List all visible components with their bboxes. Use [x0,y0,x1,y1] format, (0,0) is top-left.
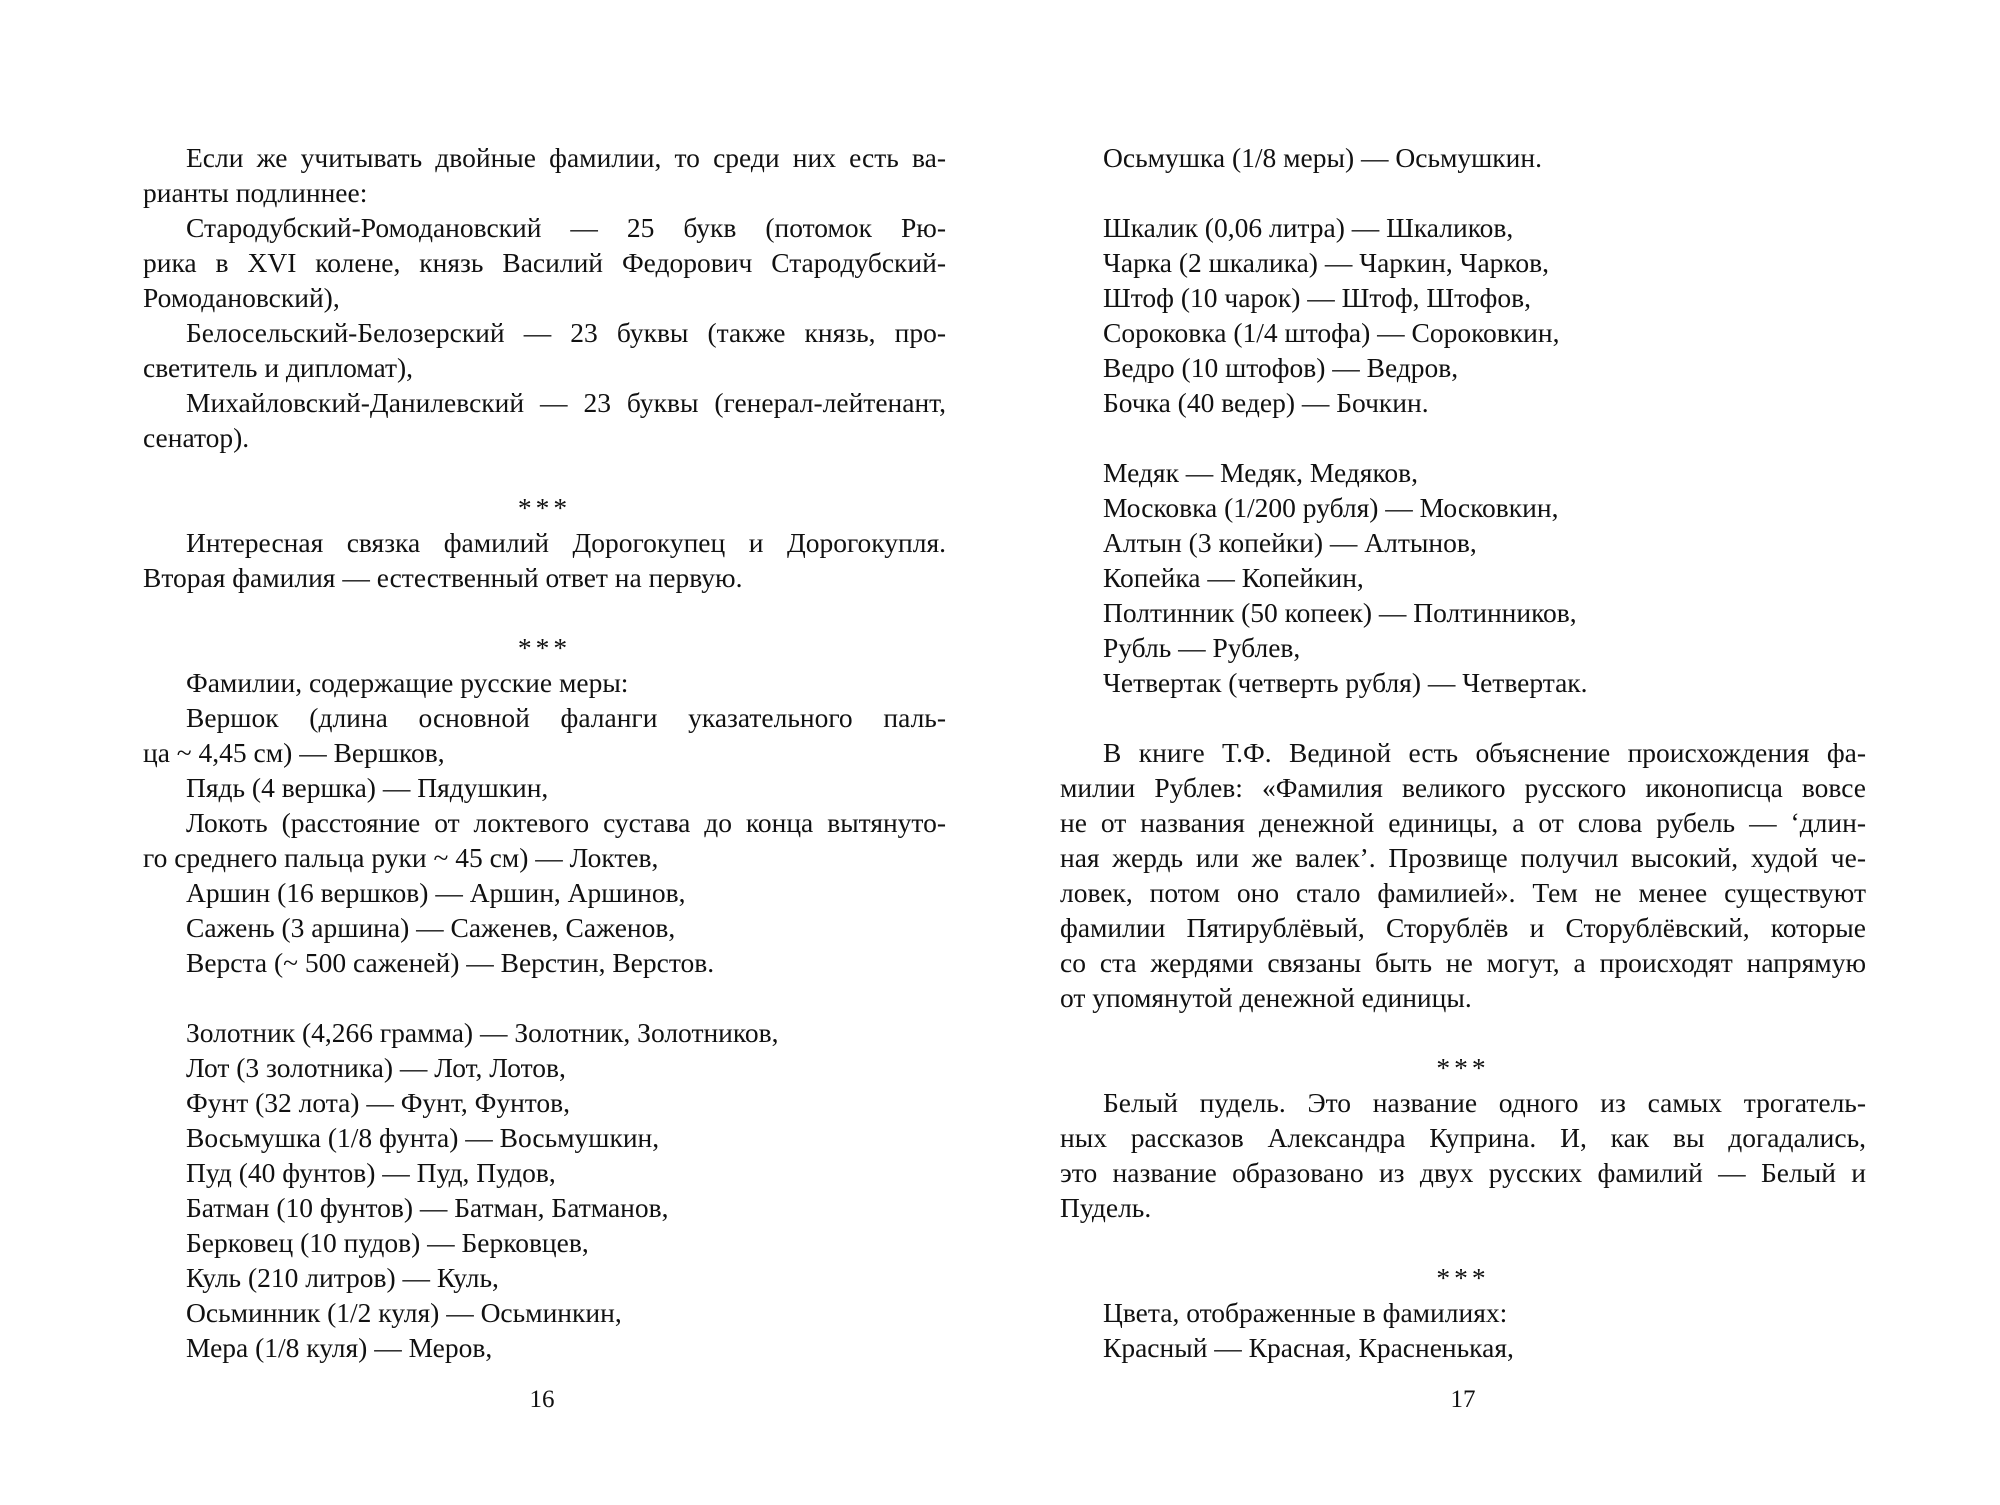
paragraph-line: Алтын (3 копейки) — Алтынов, [1103,527,1477,558]
paragraph-line: го среднего пальца руки ~ 45 см) — Локтев, [143,842,659,873]
paragraph-line: Рубль — Рублев, [1103,632,1301,663]
paragraph-line: Ведро (10 штофов) — Ведров, [1103,352,1459,383]
blank-line [1060,175,1866,210]
paragraph-line: это название образовано из двух русских фамилий — Белый и [1060,1157,1866,1188]
paragraph-line: Пудель. [1060,1192,1152,1223]
paragraph-line: Четвертак (четверть рубля) — Четвертак. [1103,667,1588,698]
blank-line [1060,1225,1866,1260]
paragraph-line: Красный — Красная, Красненькая, [1103,1332,1514,1363]
paragraph-line: не от названия денежной единицы, а от слова рубель — ‘длин- [1060,807,1866,838]
section-separator: *** [1436,1262,1490,1293]
section-separator: *** [1436,1052,1490,1083]
paragraph-line: Интересная связка фамилий Дорогокупец и Дорогокупля. [186,527,946,558]
paragraph-line: ловек, потом оно стало фамилией». Тем не менее существуют [1060,877,1866,908]
paragraph-line: рианты подлиннее: [143,177,368,208]
page-number: 17 [1450,1386,1476,1413]
paragraph-line: со ста жердями связаны быть не могут, а происходят напрямую [1060,947,1866,978]
paragraph-line: Фамилии, содержащие русские меры: [186,667,629,698]
paragraph-line: Чарка (2 шкалика) — Чаркин, Чарков, [1103,247,1549,278]
paragraph-line: Цвета, отображенные в фамилиях: [1103,1297,1508,1328]
paragraph-line: ных рассказов Александра Куприна. И, как вы догадались, [1060,1122,1866,1153]
paragraph-line: фамилии Пятирублёвый, Сторублёв и Сторублёвский, которые [1060,912,1866,943]
paragraph-line: В книге Т.Ф. Вединой есть объяснение происхождения фа- [1103,737,1866,768]
paragraph-line: Мера (1/8 куля) — Меров, [186,1332,493,1363]
blank-line [143,980,946,1015]
blank-line [143,455,946,490]
paragraph-line: Батман (10 фунтов) — Батман, Батманов, [186,1192,669,1223]
paragraph-line: Куль (210 литров) — Куль, [186,1262,499,1293]
paragraph-line: Золотник (4,266 грамма) — Золотник, Золотников, [186,1017,779,1048]
paragraph-line: Стародубский-Ромодановский — 25 букв (потомок Рю- [186,212,946,243]
paragraph-line: от упомянутой денежной единицы. [1060,982,1472,1013]
paragraph-line: милии Рублев: «Фамилия великого русского иконописца вовсе [1060,772,1866,803]
paragraph-line: ная жердь или же валек’. Прозвище получил высокий, худой че- [1060,842,1866,873]
left-page-text [143,140,946,1365]
right-page-text [1060,140,1866,1365]
paragraph-line: Пуд (40 фунтов) — Пуд, Пудов, [186,1157,556,1188]
paragraph-line: Московка (1/200 рубля) — Московкин, [1103,492,1559,523]
paragraph-line: Аршин (16 вершков) — Аршин, Аршинов, [186,877,686,908]
paragraph-line: Локоть (расстояние от локтевого сустава до конца вытянуто- [186,807,946,838]
paragraph-line: Осьминник (1/2 куля) — Осьминкин, [186,1297,622,1328]
paragraph-line: Бочка (40 ведер) — Бочкин. [1103,387,1429,418]
paragraph-line: Пядь (4 вершка) — Пядушкин, [186,772,549,803]
paragraph-line: Полтинник (50 копеек) — Полтинников, [1103,597,1577,628]
paragraph-line: Лот (3 золотника) — Лот, Лотов, [186,1052,566,1083]
paragraph-line: Михайловский-Данилевский — 23 буквы (генерал-лейтенант, [186,387,946,418]
paragraph-line: Верста (~ 500 саженей) — Верстин, Верстов. [186,947,715,978]
paragraph-line: ца ~ 4,45 см) — Вершков, [143,737,445,768]
paragraph-line: Берковец (10 пудов) — Берковцев, [186,1227,589,1258]
section-separator: *** [517,632,572,663]
blank-line [1060,420,1866,455]
paragraph-line: светитель и дипломат), [143,352,414,383]
paragraph-line: Вторая фамилия — естественный ответ на первую. [143,562,743,593]
paragraph-line: Сороковка (1/4 штофа) — Сороковкин, [1103,317,1560,348]
paragraph-line: Белый пудель. Это название одного из самых трогатель- [1103,1087,1866,1118]
right-page [1000,0,2000,1505]
paragraph-line: сенатор). [143,422,250,453]
section-separator: *** [517,492,572,523]
blank-line [1060,1015,1866,1050]
paragraph-line: Восьмушка (1/8 фунта) — Восьмушкин, [186,1122,660,1153]
paragraph-line: Фунт (32 лота) — Фунт, Фунтов, [186,1087,571,1118]
page-number: 16 [529,1386,555,1413]
blank-line [1060,700,1866,735]
paragraph-line: Ромодановский), [143,282,340,313]
paragraph-line: Если же учитывать двойные фамилии, то среди них есть ва- [186,142,946,173]
paragraph-line: рика в XVI колене, князь Василий Федорович Стародубский- [143,247,946,278]
paragraph-line: Белосельский-Белозерский — 23 буквы (также князь, про- [186,317,946,348]
paragraph-line: Шкалик (0,06 литра) — Шкаликов, [1103,212,1514,243]
paragraph-line: Копейка — Копейкин, [1103,562,1364,593]
blank-line [143,595,946,630]
paragraph-line: Осьмушка (1/8 меры) — Осьмушкин. [1103,142,1542,173]
paragraph-line: Штоф (10 чарок) — Штоф, Штофов, [1103,282,1531,313]
paragraph-line: Сажень (3 аршина) — Саженев, Саженов, [186,912,676,943]
paragraph-line: Вершок (длина основной фаланги указательного паль- [186,702,946,733]
paragraph-line: Медяк — Медяк, Медяков, [1103,457,1419,488]
